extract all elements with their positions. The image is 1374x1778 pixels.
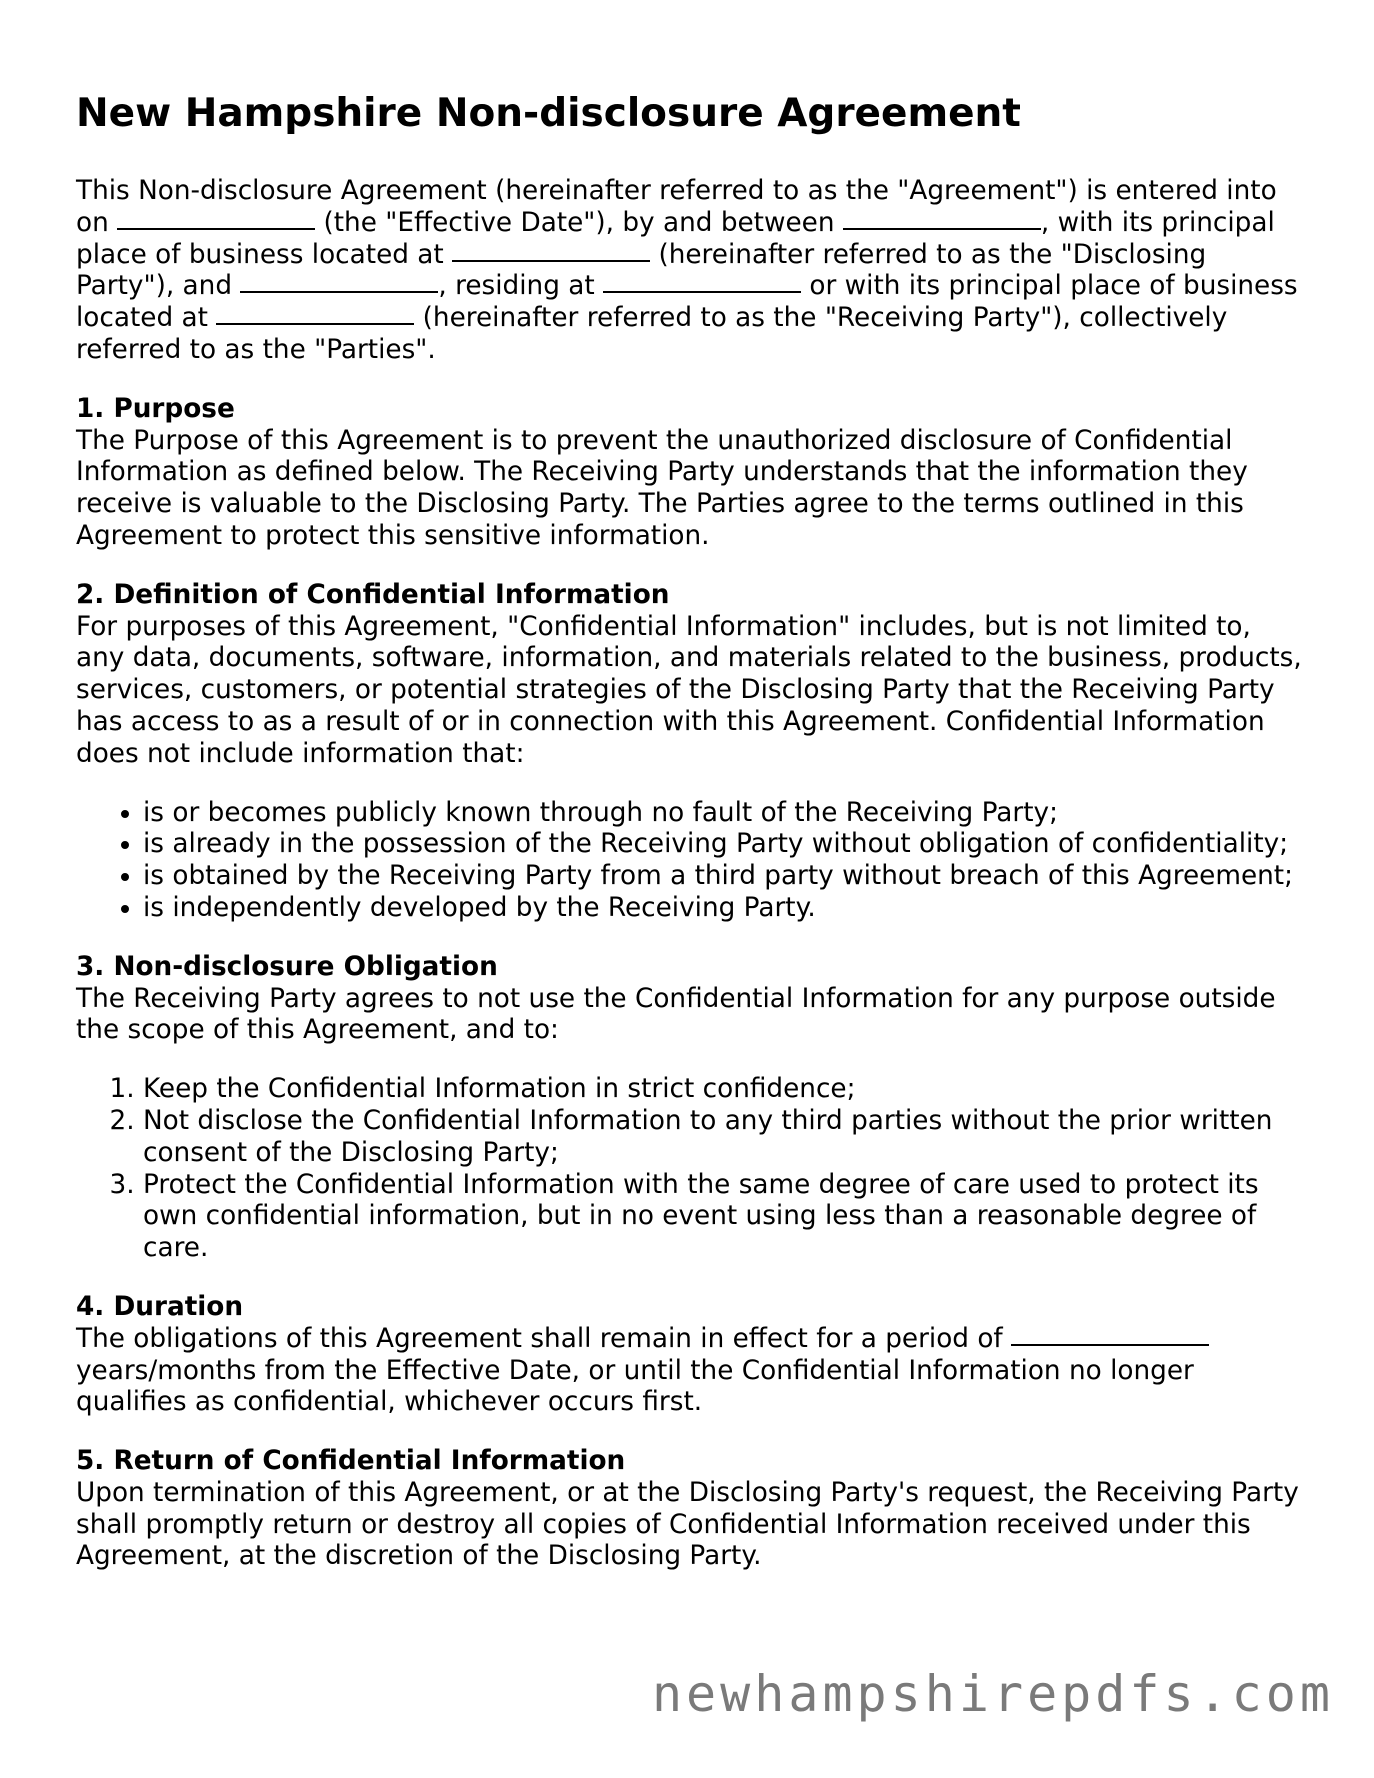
section-heading: 2. Definition of Confidential Information — [76, 579, 670, 610]
section-heading: 5. Return of Confidential Information — [76, 1446, 626, 1477]
effective-date-blank[interactable] — [117, 208, 315, 230]
list-item: • is or becomes publicly known through no fault of the Receiving Party; — [143, 798, 1306, 830]
intro-text: , residing at — [438, 271, 604, 302]
intro-text: (hereinafter referred to as the "Disclosing Party"), and — [76, 239, 1207, 302]
section-heading: 3. Non-disclosure Obligation — [76, 951, 498, 982]
section-heading: 1. Purpose — [76, 393, 235, 424]
obligations-list — [76, 1074, 1306, 1265]
document-title: New Hampshire Non-disclosure Agreement — [76, 91, 1021, 136]
duration-period-blank[interactable] — [1011, 1324, 1209, 1346]
intro-text: (the "Effective Date"), by and between — [315, 207, 843, 238]
list-item: • is already in the possession of the Receiving Party without obligation of confidentiality; — [143, 829, 1306, 861]
receiving-party-residence-blank[interactable] — [603, 271, 801, 293]
intro-paragraph — [76, 176, 1306, 367]
exclusions-list — [76, 798, 1306, 925]
section-body — [76, 1324, 1306, 1419]
intro-text: (hereinafter referred to as the "Receiving Party"), collectively referred to as the "Parties". — [76, 303, 1228, 365]
list-item: 3. Protect the Confidential Information with the same degree of care used to protect its own confidential information, but in no event using less than a reasonable degree of care. — [143, 1170, 1306, 1265]
section-definition — [76, 580, 1306, 925]
section-purpose — [76, 394, 1306, 553]
document-page — [76, 88, 1306, 1573]
receiving-party-business-address-blank[interactable] — [216, 303, 414, 325]
list-item: • is independently developed by the Receiving Party. — [143, 893, 1306, 925]
section-heading: 4. Duration — [76, 1291, 244, 1322]
section-body: Upon termination of this Agreement, or at the Disclosing Party's request, the Receiving Party shall promptly return or destroy all copies of Confidential Information received under this Agreement, at the discretion of the Disclosing Party. — [76, 1477, 1299, 1572]
section-obligation — [76, 952, 1306, 1265]
section-body: The Receiving Party agrees to not use the Confidential Information for any purpose outside the scope of this Agreement, and to: — [76, 983, 1276, 1046]
section-duration — [76, 1292, 1306, 1419]
duration-text: The obligations of this Agreement shall remain in effect for a period of — [76, 1323, 1012, 1354]
list-item: 2. Not disclose the Confidential Information to any third parties without the prior written consent of the Disclosing Party; — [143, 1106, 1306, 1170]
duration-text: years/months from the Effective Date, or until the Confidential Information no longer qualifies as confidential, whichever occurs first. — [76, 1355, 1194, 1418]
intro-text: This Non-disclosure Agreement (hereinafter referred to as the "Agreement") is entered into on — [76, 176, 1277, 238]
list-item: 1. Keep the Confidential Information in strict confidence; — [143, 1074, 1306, 1106]
list-item: • is obtained by the Receiving Party from a third party without breach of this Agreement; — [143, 861, 1306, 893]
intro-text: , with its principal place of business located at — [76, 207, 1275, 270]
watermark: newhampshirepdfs.com — [651, 1665, 1334, 1723]
disclosing-party-address-blank[interactable] — [452, 240, 650, 262]
section-body: For purposes of this Agreement, "Confidential Information" includes, but is not limited to, any data, documents, software, information, and materials related to the business, products, services, customers, or potential strategies of the Disclosing Party that the Receiving Party has access to as a result of or in connection with this Agreement. Confidential Information does not include information that: — [76, 611, 1302, 769]
intro-text: or with its principal place of business located at — [76, 271, 1298, 334]
section-return — [76, 1446, 1306, 1573]
receiving-party-name-blank[interactable] — [240, 271, 438, 293]
disclosing-party-name-blank[interactable] — [843, 208, 1041, 230]
section-body: The Purpose of this Agreement is to prevent the unauthorized disclosure of Confidential Information as defined below. The Receiving Party understands that the information they receive is valuable to the Disclosing Party. The Parties agree to the terms outlined in this Agreement to protect this sensitive information. — [76, 425, 1248, 551]
